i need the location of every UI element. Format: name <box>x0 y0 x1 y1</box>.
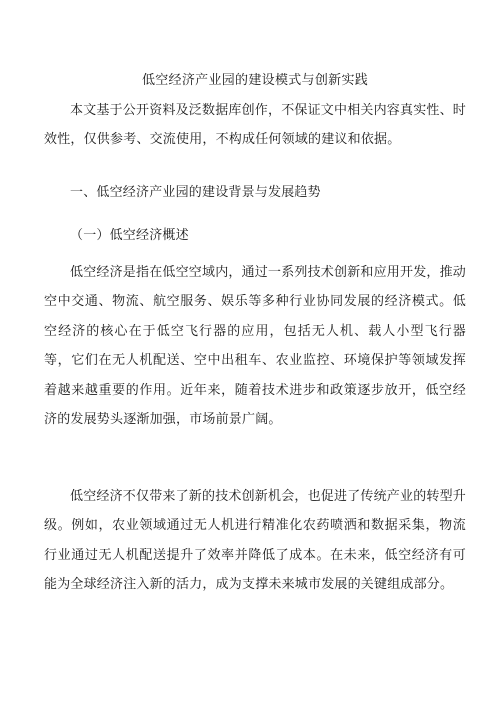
disclaimer-paragraph: 本文基于公开资料及泛数据库创作，不保证文中相关内容真实性、时效性，仅供参考、交流使用，不构成任何领域的建议和依据。 <box>44 103 467 148</box>
section-heading: 一、低空经济产业园的建设背景与发展趋势 <box>70 185 321 200</box>
document-title: 低空经济产业园的建设模式与创新实践 <box>141 73 369 88</box>
body-paragraph-2: 低空经济不仅带来了新的技术创新机会，也促进了传统产业的转型升级。例如，农业领域通过无人机进行精准化农药喷洒和数据采集，物流行业通过无人机配送提升了效率并降低了成本。在未来，低空经济有可能为全球经济注入新的活力，成为支撑未来城市发展的关键组成部分。 <box>44 489 467 593</box>
body-paragraph-1: 低空经济是指在低空空域内，通过一系列技术创新和应用开发，推动空中交通、物流、航空服务、娱乐等多种行业协同发展的经济模式。低空经济的核心在于低空飞行器的应用，包括无人机、载人小型飞行器等，它们在无人机配送、空中出租车、农业监控、环境保护等领域发挥着越来越重要的作用。近年来，随着技术进步和政策逐步放开，低空经济的发展势头逐渐加强，市场前景广阔。 <box>44 265 467 428</box>
subsection-heading: （一）低空经济概述 <box>70 228 189 243</box>
